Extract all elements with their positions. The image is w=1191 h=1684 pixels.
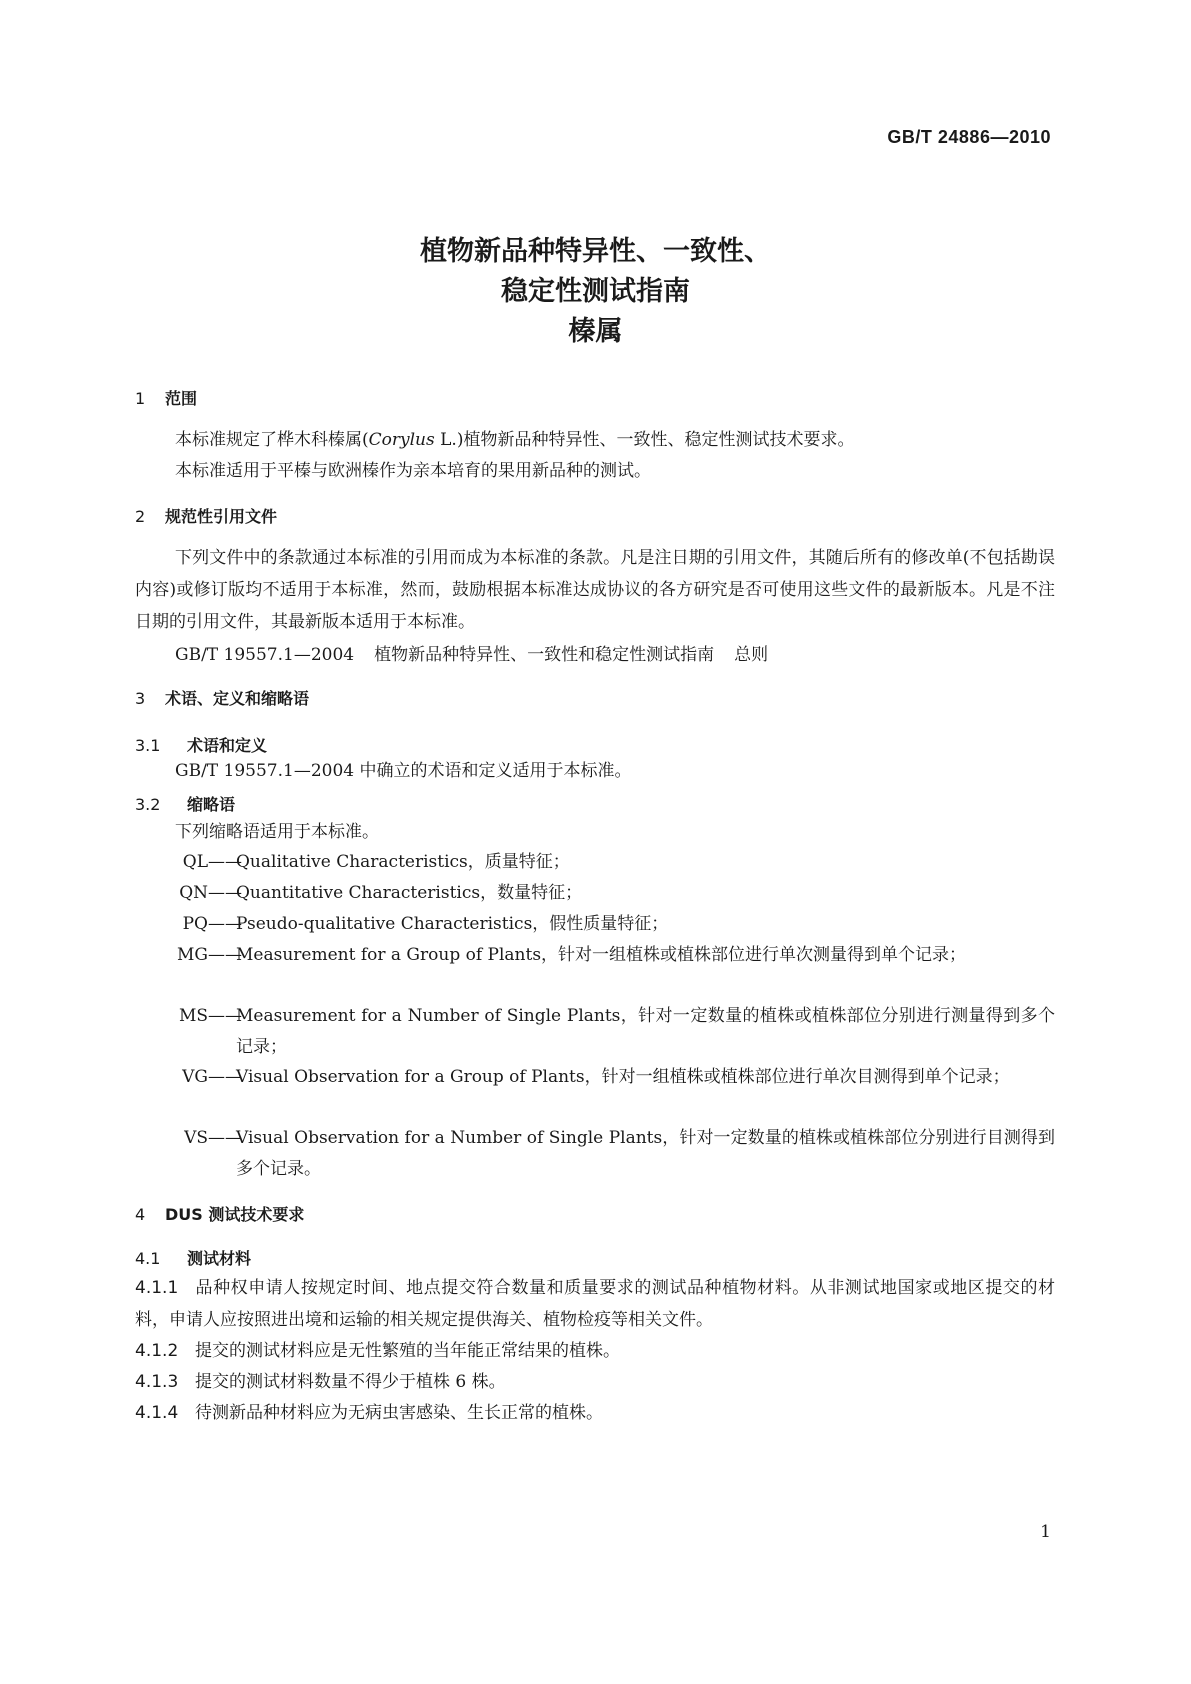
section-1-paragraph-1: 本标准规定了桦木科榛属(Corylus L.)植物新品种特异性、一致性、稳定性测试技术要求。: [175, 430, 855, 450]
clause-item: 4.1.3 提交的测试材料数量不得少于植株 6 株。: [135, 1372, 506, 1392]
abbreviation-item: MS —— Measurement for a Number of Single Plants，针对一定数量的植株或植株部位分别进行测量得到多个记录；: [178, 1006, 1055, 1057]
page-number: 1: [1040, 1522, 1051, 1542]
abbreviation-item: VS —— Visual Observation for a Number of Single Plants，针对一定数量的植株或植株部位分别进行目测得到多个记录。: [184, 1128, 1055, 1179]
subsection-3-2-heading: 3.2 缩略语: [135, 795, 236, 814]
section-2-paragraph: 下列文件中的条款通过本标准的引用而成为本标准的条款。凡是注日期的引用文件，其随后所有的修改单(不包括勘误内容)或修订版均不适用于本标准，然而，鼓励根据本标准达成协议的各方研究是否可使用这些文件的最新版本。凡是不注日期的引用文件，其最新版本适用于本标准。: [135, 548, 1055, 632]
abbreviation-item: QL —— Qualitative Characteristics，质量特征；: [182, 852, 570, 872]
clause-item: 4.1.4 待测新品种材料应为无病虫害感染、生长正常的植株。: [135, 1403, 603, 1423]
abbreviation-item: MG —— Measurement for a Group of Plants，针对一组植株或植株部位进行单次测量得到单个记录；: [177, 945, 967, 965]
subsection-3-1-text: GB/T 19557.1—2004 中确立的术语和定义适用于本标准。: [175, 761, 632, 781]
section-4-heading: 4 DUS 测试技术要求: [135, 1205, 305, 1224]
document-title: [0, 232, 1191, 352]
section-title: 范围: [165, 389, 198, 408]
section-3-heading: 3 术语、定义和缩略语: [135, 689, 310, 708]
abbreviation-item: PQ —— Pseudo-qualitative Characteristics，假性质量特征；: [182, 914, 669, 934]
subsection-3-2-intro: 下列缩略语适用于本标准。: [175, 822, 379, 842]
subsection-4-1-heading: 4.1 测试材料: [135, 1249, 252, 1268]
title-line-1: 植物新品种特异性、一致性、: [420, 236, 771, 267]
clause-item: 4.1.2 提交的测试材料应是无性繁殖的当年能正常结果的植株。: [135, 1341, 620, 1361]
section-1-heading: [135, 386, 197, 409]
standard-number: GB/T 24886—2010: [887, 127, 1051, 147]
normative-reference: GB/T 19557.1—2004 植物新品种特异性、一致性和稳定性测试指南 总则: [175, 645, 769, 665]
section-1-paragraph-2: 本标准适用于平榛与欧洲榛作为亲本培育的果用新品种的测试。: [175, 461, 651, 481]
section-2-heading: 2 规范性引用文件: [135, 507, 278, 526]
title-line-3: 榛属: [568, 316, 623, 347]
title-line-2: 稳定性测试指南: [501, 276, 690, 307]
section-number: 1: [135, 389, 146, 408]
abbreviation-item: VG —— Visual Observation for a Group of Plants，针对一组植株或植株部位进行单次目测得到单个记录；: [182, 1067, 1010, 1087]
subsection-3-1-heading: 3.1 术语和定义: [135, 736, 268, 755]
abbreviation-item: QN —— Quantitative Characteristics，数量特征；: [179, 883, 583, 903]
clause-item: 4.1.1 品种权申请人按规定时间、地点提交符合数量和质量要求的测试品种植物材料。从非测试地国家或地区提交的材料，申请人应按照进出境和运输的相关规定提供海关、植物检疫等相关文件。: [135, 1278, 1055, 1330]
